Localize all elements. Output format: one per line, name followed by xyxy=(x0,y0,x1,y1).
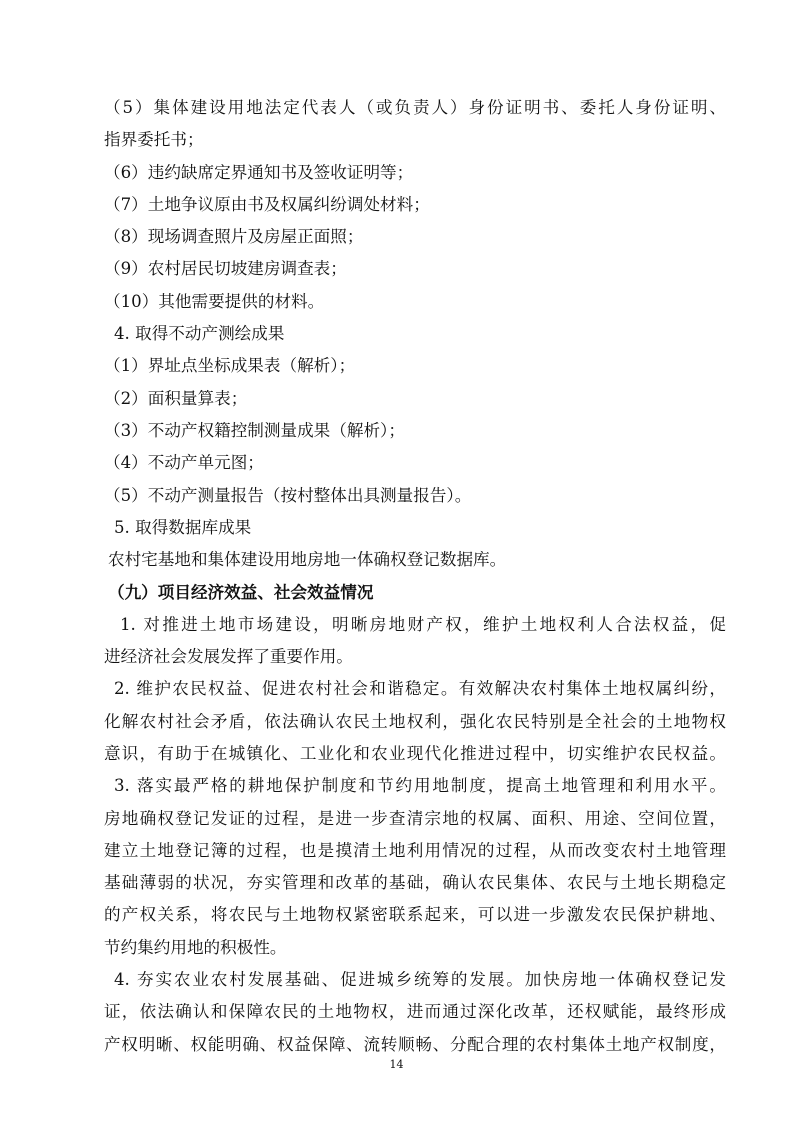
text-line: 2. 维护农民权益、促进农村社会和谐稳定。有效解决农村集体土地权属纠纷， xyxy=(114,679,726,699)
text-line: 进经济社会发展发挥了重要作用。 xyxy=(104,647,353,667)
text-line: （8）现场调查照片及房屋正面照； xyxy=(104,227,364,247)
text-line: 的产权关系，将农民与土地物权紧密联系起来，可以进一步激发农民保护耕地、 xyxy=(104,905,726,925)
text-line: 建立土地登记簿的过程，也是摸清土地利用情况的过程，从而改变农村土地管理 xyxy=(104,840,726,860)
text-line: 1. 对推进土地市场建设，明晰房地财产权，维护土地权利人合法权益，促 xyxy=(120,614,726,634)
chapter-heading: （九）项目经济效益、社会效益情况 xyxy=(108,582,374,603)
text-line: 4. 夯实农业农村发展基础、促进城乡统筹的发展。加快房地一体确权登记发 xyxy=(114,970,726,990)
text-line: （3）不动产权籍控制测量成果（解析）； xyxy=(104,420,405,440)
text-line: 证，依法确认和保障农民的土地物权，进而通过深化改革，还权赋能，最终形成 xyxy=(104,1002,726,1022)
text-line: （9）农村居民切坡建房调查表； xyxy=(104,259,347,279)
section-heading: 5. 取得数据库成果 xyxy=(114,517,252,537)
text-line: 指界委托书； xyxy=(104,130,204,150)
text-line: 3. 落实最严格的耕地保护制度和节约用地制度，提高土地管理和利用水平。 xyxy=(114,776,726,796)
text-line: （6）违约缺席定界通知书及签收证明等； xyxy=(104,162,414,182)
text-line: （5）不动产测量报告（按村整体出具测量报告）。 xyxy=(104,485,472,505)
section-heading: 4. 取得不动产测绘成果 xyxy=(114,324,285,344)
text-line: （7）土地争议原由书及权属纠纷调处材料； xyxy=(104,194,430,214)
text-line: 意识，有助于在城镇化、工业化和农业现代化推进过程中，切实维护农民权益。 xyxy=(104,743,726,763)
text-line: （4）不动产单元图； xyxy=(104,453,264,473)
text-line: 产权明晰、权能明确、权益保障、流转顺畅、分配合理的农村集体土地产权制度， xyxy=(104,1034,726,1054)
text-line: 基础薄弱的状况，夯实管理和改革的基础，确认农民集体、农民与土地长期稳定 xyxy=(104,873,726,893)
text-line: 化解农村社会矛盾，依法确认农民土地权利，强化农民特别是全社会的土地物权 xyxy=(104,711,726,731)
text-line: （5）集体建设用地法定代表人（或负责人）身份证明书、委托人身份证明、 xyxy=(104,98,726,117)
text-line: 房地确权登记发证的过程，是进一步查清宗地的权属、面积、用途、空间位置， xyxy=(104,808,726,828)
text-line: 节约集约用地的积极性。 xyxy=(104,937,287,957)
text-line: （2）面积量算表； xyxy=(104,388,248,408)
text-line: （10）其他需要提供的材料。 xyxy=(104,291,325,311)
page-number: 14 xyxy=(389,1058,404,1071)
text-line: （1）界址点坐标成果表（解析）； xyxy=(104,356,356,376)
text-line: 农村宅基地和集体建设用地房地一体确权登记数据库。 xyxy=(108,550,507,570)
body-text xyxy=(104,92,726,1061)
